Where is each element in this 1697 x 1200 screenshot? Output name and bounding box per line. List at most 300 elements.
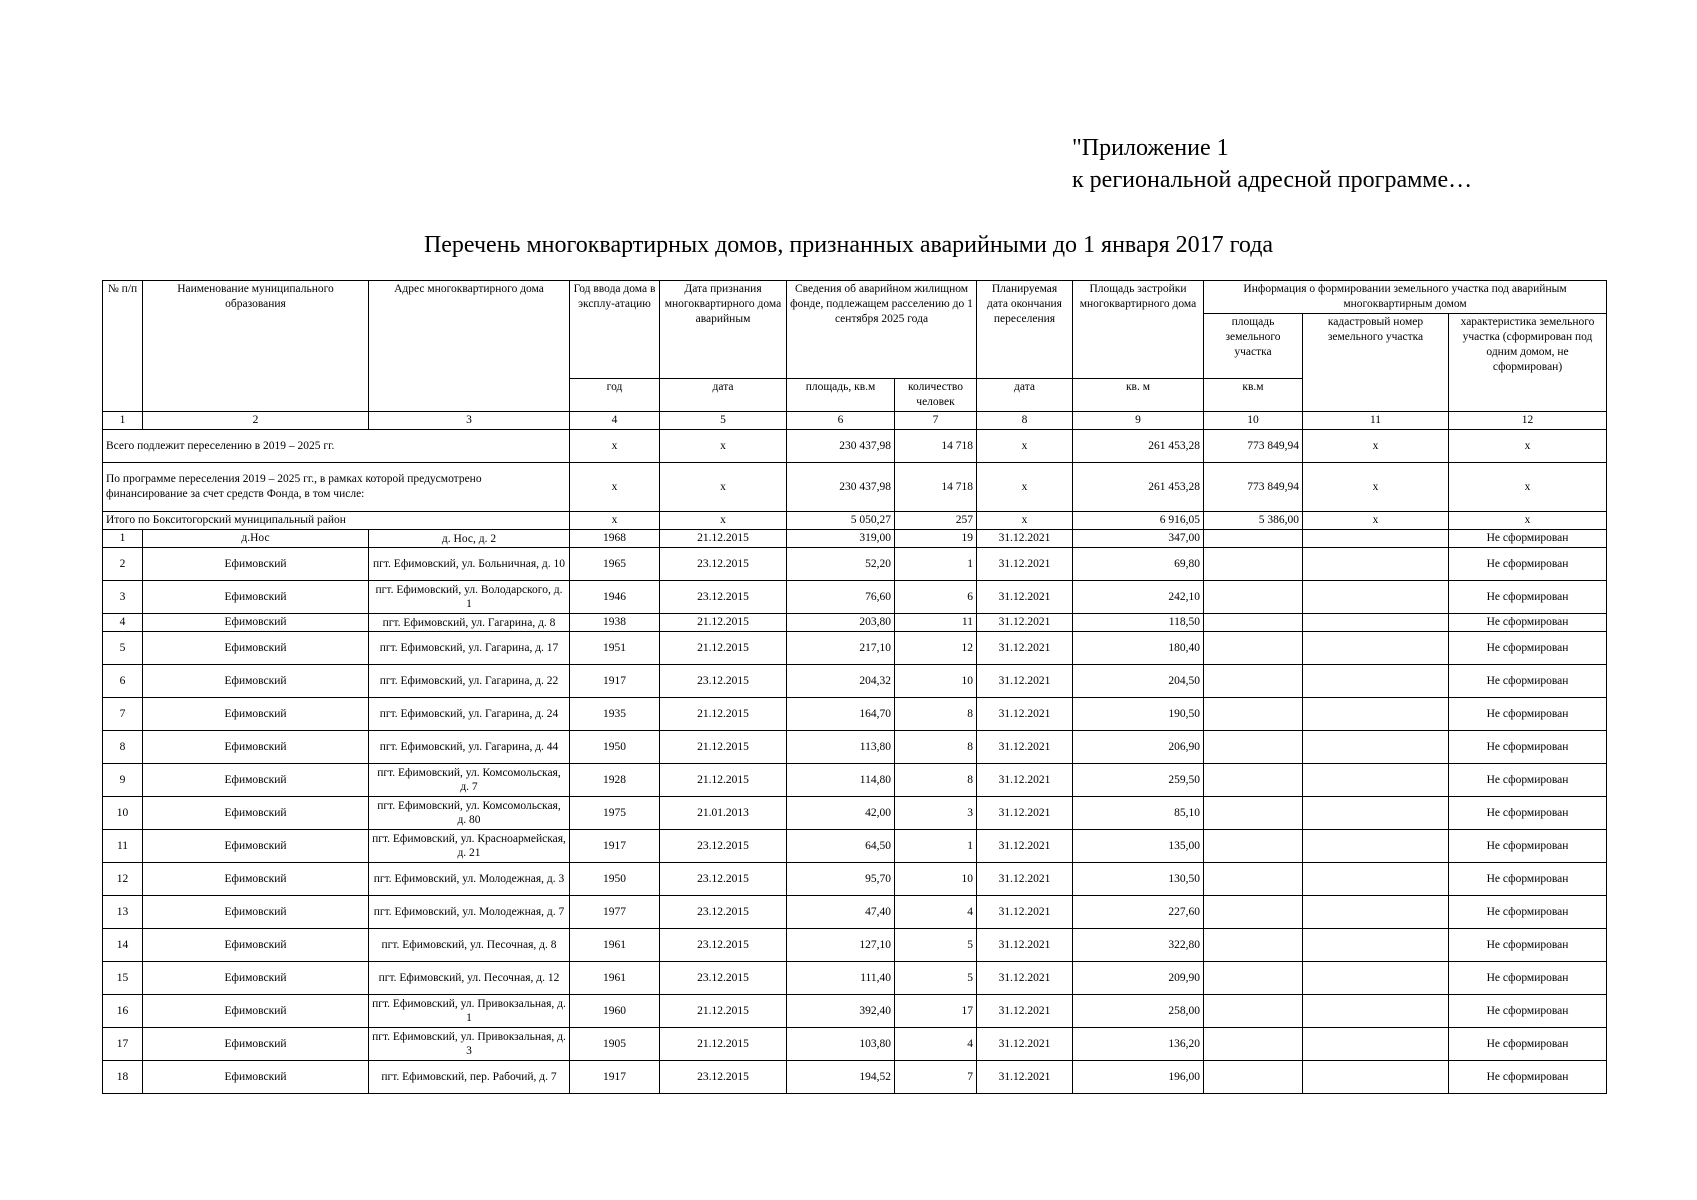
column-number-row	[103, 412, 1607, 430]
row-cadastral-number	[1303, 1061, 1449, 1094]
unit-people: количество человек	[895, 379, 977, 412]
row-people: 10	[895, 863, 977, 896]
summary-land: 5 386,00	[1204, 512, 1303, 530]
summary-land: 773 849,94	[1204, 430, 1303, 463]
row-building-area: 204,50	[1073, 665, 1204, 698]
col-header-year: Год ввода дома в эксплу-атацию	[570, 281, 660, 379]
row-address: пгт. Ефимовский, ул. Привокзальная, д. 1	[369, 995, 570, 1028]
row-address: пгт. Ефимовский, ул. Володарского, д. 1	[369, 581, 570, 614]
row-cadastral-number	[1303, 530, 1449, 548]
table-row	[103, 1061, 1607, 1094]
row-people: 5	[895, 962, 977, 995]
table-row	[103, 614, 1607, 632]
row-land-area	[1204, 797, 1303, 830]
table-row	[103, 863, 1607, 896]
row-land-area	[1204, 581, 1303, 614]
row-year: 1950	[570, 863, 660, 896]
row-cadastral-number	[1303, 797, 1449, 830]
summary-plan: х	[977, 463, 1073, 512]
row-area: 64,50	[787, 830, 895, 863]
column-number: 12	[1449, 412, 1607, 430]
row-building-area: 227,60	[1073, 896, 1204, 929]
summary-plan: х	[977, 430, 1073, 463]
row-land-characteristic: Не сформирован	[1449, 995, 1607, 1028]
col-header-recognition-date: Дата признания многоквартирного дома аварийным	[660, 281, 787, 379]
appendix-line-1: "Приложение 1	[1072, 135, 1229, 161]
row-land-area	[1204, 698, 1303, 731]
row-municipality: Ефимовский	[143, 731, 369, 764]
summary-row-fund	[103, 463, 1607, 512]
row-land-area	[1204, 548, 1303, 581]
row-building-area: 259,50	[1073, 764, 1204, 797]
row-address: пгт. Ефимовский, ул. Молодежная, д. 7	[369, 896, 570, 929]
row-cadastral-number	[1303, 995, 1449, 1028]
row-municipality: Ефимовский	[143, 863, 369, 896]
row-municipality: Ефимовский	[143, 1061, 369, 1094]
row-land-area	[1204, 632, 1303, 665]
row-municipality: Ефимовский	[143, 929, 369, 962]
col-header-land-plot-info: Информация о формировании земельного участка под аварийным многоквартирным домом	[1204, 281, 1607, 314]
row-recognition-date: 23.12.2015	[660, 1061, 787, 1094]
table-row	[103, 548, 1607, 581]
column-number: 2	[143, 412, 369, 430]
row-number: 16	[103, 995, 143, 1028]
row-number: 1	[103, 530, 143, 548]
row-number: 9	[103, 764, 143, 797]
row-cadastral-number	[1303, 896, 1449, 929]
row-land-characteristic: Не сформирован	[1449, 764, 1607, 797]
row-year: 1917	[570, 665, 660, 698]
table-row	[103, 1028, 1607, 1061]
row-number: 7	[103, 698, 143, 731]
row-recognition-date: 21.12.2015	[660, 995, 787, 1028]
row-land-characteristic: Не сформирован	[1449, 896, 1607, 929]
row-area: 392,40	[787, 995, 895, 1028]
column-number: 10	[1204, 412, 1303, 430]
table-row	[103, 581, 1607, 614]
row-building-area: 196,00	[1073, 1061, 1204, 1094]
row-municipality: Ефимовский	[143, 962, 369, 995]
summary-char: х	[1449, 463, 1607, 512]
row-building-area: 136,20	[1073, 1028, 1204, 1061]
row-area: 47,40	[787, 896, 895, 929]
unit-land-area: кв.м	[1204, 379, 1303, 412]
row-municipality: Ефимовский	[143, 995, 369, 1028]
row-building-area: 242,10	[1073, 581, 1204, 614]
col-header-land-area: площадь земельного участка	[1204, 314, 1303, 379]
summary-year: х	[570, 512, 660, 530]
col-header-cadastral-number: кадастровый номер земельного участка	[1303, 314, 1449, 412]
row-area: 217,10	[787, 632, 895, 665]
summary-label: По программе переселения 2019 – 2025 гг., в рамках которой предусмотрено финансирование за счет средств Фонда, в том числе:	[103, 463, 570, 512]
row-land-area	[1204, 764, 1303, 797]
row-cadastral-number	[1303, 830, 1449, 863]
row-planned-date: 31.12.2021	[977, 581, 1073, 614]
table-row	[103, 698, 1607, 731]
row-recognition-date: 21.12.2015	[660, 530, 787, 548]
row-land-characteristic: Не сформирован	[1449, 614, 1607, 632]
row-address: пгт. Ефимовский, ул. Гагарина, д. 44	[369, 731, 570, 764]
row-planned-date: 31.12.2021	[977, 731, 1073, 764]
summary-label: Итого по Бокситогорский муниципальный район	[103, 512, 570, 530]
row-cadastral-number	[1303, 698, 1449, 731]
row-planned-date: 31.12.2021	[977, 962, 1073, 995]
row-area: 111,40	[787, 962, 895, 995]
column-number: 3	[369, 412, 570, 430]
row-address: пгт. Ефимовский, ул. Больничная, д. 10	[369, 548, 570, 581]
summary-year: х	[570, 463, 660, 512]
row-number: 13	[103, 896, 143, 929]
row-year: 1960	[570, 995, 660, 1028]
row-cadastral-number	[1303, 632, 1449, 665]
row-cadastral-number	[1303, 614, 1449, 632]
summary-people: 14 718	[895, 430, 977, 463]
column-number: 6	[787, 412, 895, 430]
summary-people: 257	[895, 512, 977, 530]
row-cadastral-number	[1303, 863, 1449, 896]
row-planned-date: 31.12.2021	[977, 764, 1073, 797]
summary-area: 230 437,98	[787, 463, 895, 512]
column-number: 11	[1303, 412, 1449, 430]
appendix-line-2: к региональной адресной программе…	[1072, 167, 1473, 193]
summary-build: 261 453,28	[1073, 430, 1204, 463]
table-row	[103, 530, 1607, 548]
row-recognition-date: 23.12.2015	[660, 581, 787, 614]
row-land-characteristic: Не сформирован	[1449, 548, 1607, 581]
row-address: пгт. Ефимовский, ул. Красноармейская, д. 21	[369, 830, 570, 863]
summary-land: 773 849,94	[1204, 463, 1303, 512]
row-municipality: Ефимовский	[143, 614, 369, 632]
row-people: 7	[895, 1061, 977, 1094]
row-area: 113,80	[787, 731, 895, 764]
row-land-area	[1204, 863, 1303, 896]
table-row	[103, 731, 1607, 764]
row-people: 1	[895, 830, 977, 863]
row-land-area	[1204, 995, 1303, 1028]
row-building-area: 130,50	[1073, 863, 1204, 896]
row-address: пгт. Ефимовский, ул. Привокзальная, д. 3	[369, 1028, 570, 1061]
house-rows	[103, 530, 1607, 1094]
row-cadastral-number	[1303, 665, 1449, 698]
column-number: 5	[660, 412, 787, 430]
row-cadastral-number	[1303, 581, 1449, 614]
row-year: 1950	[570, 731, 660, 764]
row-number: 18	[103, 1061, 143, 1094]
row-building-area: 85,10	[1073, 797, 1204, 830]
row-year: 1951	[570, 632, 660, 665]
row-land-characteristic: Не сформирован	[1449, 797, 1607, 830]
row-number: 10	[103, 797, 143, 830]
row-building-area: 258,00	[1073, 995, 1204, 1028]
row-address: пгт. Ефимовский, ул. Комсомольская, д. 7	[369, 764, 570, 797]
row-land-area	[1204, 929, 1303, 962]
row-planned-date: 31.12.2021	[977, 830, 1073, 863]
row-land-area	[1204, 731, 1303, 764]
row-year: 1961	[570, 962, 660, 995]
row-planned-date: 31.12.2021	[977, 1061, 1073, 1094]
row-area: 127,10	[787, 929, 895, 962]
row-planned-date: 31.12.2021	[977, 698, 1073, 731]
row-recognition-date: 23.12.2015	[660, 929, 787, 962]
row-year: 1928	[570, 764, 660, 797]
row-land-characteristic: Не сформирован	[1449, 929, 1607, 962]
row-municipality: Ефимовский	[143, 698, 369, 731]
summary-area: 5 050,27	[787, 512, 895, 530]
col-header-municipality: Наименование муниципального образования	[143, 281, 369, 412]
row-building-area: 347,00	[1073, 530, 1204, 548]
row-area: 95,70	[787, 863, 895, 896]
row-number: 14	[103, 929, 143, 962]
row-area: 76,60	[787, 581, 895, 614]
unit-year: год	[570, 379, 660, 412]
row-number: 6	[103, 665, 143, 698]
col-header-planned-date: Планируемая дата окончания переселения	[977, 281, 1073, 379]
row-recognition-date: 23.12.2015	[660, 548, 787, 581]
row-year: 1938	[570, 614, 660, 632]
col-header-emergency-fund: Сведения об аварийном жилищном фонде, подлежащем расселению до 1 сентября 2025 года	[787, 281, 977, 379]
row-planned-date: 31.12.2021	[977, 797, 1073, 830]
housing-register-table	[102, 280, 1607, 1094]
table-row	[103, 797, 1607, 830]
column-number: 8	[977, 412, 1073, 430]
row-recognition-date: 21.12.2015	[660, 1028, 787, 1061]
row-number: 2	[103, 548, 143, 581]
row-land-characteristic: Не сформирован	[1449, 830, 1607, 863]
row-land-characteristic: Не сформирован	[1449, 581, 1607, 614]
row-people: 5	[895, 929, 977, 962]
unit-date: дата	[660, 379, 787, 412]
row-planned-date: 31.12.2021	[977, 632, 1073, 665]
unit-planned-date: дата	[977, 379, 1073, 412]
row-municipality: Ефимовский	[143, 632, 369, 665]
row-municipality: Ефимовский	[143, 581, 369, 614]
row-number: 17	[103, 1028, 143, 1061]
row-address: пгт. Ефимовский, ул. Гагарина, д. 8	[369, 614, 570, 632]
table-body	[103, 430, 1607, 530]
table-row	[103, 632, 1607, 665]
summary-area: 230 437,98	[787, 430, 895, 463]
row-number: 4	[103, 614, 143, 632]
row-building-area: 135,00	[1073, 830, 1204, 863]
table-row	[103, 929, 1607, 962]
table-row	[103, 962, 1607, 995]
summary-people: 14 718	[895, 463, 977, 512]
row-municipality: Ефимовский	[143, 548, 369, 581]
row-land-characteristic: Не сформирован	[1449, 530, 1607, 548]
summary-cad: х	[1303, 512, 1449, 530]
row-land-characteristic: Не сформирован	[1449, 698, 1607, 731]
row-land-characteristic: Не сформирован	[1449, 731, 1607, 764]
summary-build: 6 916,05	[1073, 512, 1204, 530]
row-recognition-date: 23.12.2015	[660, 863, 787, 896]
summary-plan: х	[977, 512, 1073, 530]
table-row	[103, 764, 1607, 797]
row-planned-date: 31.12.2021	[977, 929, 1073, 962]
column-number: 1	[103, 412, 143, 430]
row-area: 203,80	[787, 614, 895, 632]
row-municipality: Ефимовский	[143, 764, 369, 797]
unit-area: площадь, кв.м	[787, 379, 895, 412]
row-year: 1917	[570, 830, 660, 863]
row-people: 8	[895, 698, 977, 731]
row-cadastral-number	[1303, 929, 1449, 962]
row-cadastral-number	[1303, 548, 1449, 581]
row-recognition-date: 23.12.2015	[660, 896, 787, 929]
row-area: 52,20	[787, 548, 895, 581]
summary-row-total	[103, 430, 1607, 463]
row-building-area: 118,50	[1073, 614, 1204, 632]
row-area: 194,52	[787, 1061, 895, 1094]
row-year: 1965	[570, 548, 660, 581]
row-people: 19	[895, 530, 977, 548]
row-number: 8	[103, 731, 143, 764]
row-planned-date: 31.12.2021	[977, 614, 1073, 632]
row-people: 10	[895, 665, 977, 698]
row-address: пгт. Ефимовский, ул. Гагарина, д. 22	[369, 665, 570, 698]
summary-label: Всего подлежит переселению в 2019 – 2025 гг.	[103, 430, 570, 463]
row-people: 8	[895, 731, 977, 764]
row-people: 4	[895, 896, 977, 929]
table-head	[103, 281, 1607, 430]
summary-char: х	[1449, 512, 1607, 530]
appendix-note	[1072, 132, 1472, 196]
summary-year: х	[570, 430, 660, 463]
row-recognition-date: 23.12.2015	[660, 830, 787, 863]
row-planned-date: 31.12.2021	[977, 665, 1073, 698]
col-header-building-area: Площадь застройки многоквартирного дома	[1073, 281, 1204, 379]
row-people: 3	[895, 797, 977, 830]
row-planned-date: 31.12.2021	[977, 530, 1073, 548]
row-building-area: 190,50	[1073, 698, 1204, 731]
summary-build: 261 453,28	[1073, 463, 1204, 512]
summary-cad: х	[1303, 463, 1449, 512]
row-year: 1961	[570, 929, 660, 962]
row-planned-date: 31.12.2021	[977, 548, 1073, 581]
row-land-characteristic: Не сформирован	[1449, 665, 1607, 698]
row-recognition-date: 21.01.2013	[660, 797, 787, 830]
row-year: 1975	[570, 797, 660, 830]
row-planned-date: 31.12.2021	[977, 863, 1073, 896]
row-municipality: Ефимовский	[143, 1028, 369, 1061]
column-number: 7	[895, 412, 977, 430]
row-building-area: 322,80	[1073, 929, 1204, 962]
table-row	[103, 665, 1607, 698]
row-area: 319,00	[787, 530, 895, 548]
row-year: 1905	[570, 1028, 660, 1061]
col-header-address: Адрес многоквартирного дома	[369, 281, 570, 412]
col-header-number: № п/п	[103, 281, 143, 412]
column-number: 9	[1073, 412, 1204, 430]
row-people: 17	[895, 995, 977, 1028]
row-number: 15	[103, 962, 143, 995]
row-recognition-date: 21.12.2015	[660, 731, 787, 764]
row-land-area	[1204, 1028, 1303, 1061]
row-land-characteristic: Не сформирован	[1449, 962, 1607, 995]
row-land-characteristic: Не сформирован	[1449, 632, 1607, 665]
row-number: 11	[103, 830, 143, 863]
row-municipality: Ефимовский	[143, 896, 369, 929]
row-people: 11	[895, 614, 977, 632]
row-number: 5	[103, 632, 143, 665]
row-number: 12	[103, 863, 143, 896]
row-recognition-date: 21.12.2015	[660, 614, 787, 632]
row-people: 8	[895, 764, 977, 797]
row-area: 204,32	[787, 665, 895, 698]
row-address: пгт. Ефимовский, ул. Комсомольская, д. 80	[369, 797, 570, 830]
row-municipality: Ефимовский	[143, 830, 369, 863]
summary-date: х	[660, 430, 787, 463]
row-land-area	[1204, 614, 1303, 632]
table-row	[103, 896, 1607, 929]
row-planned-date: 31.12.2021	[977, 1028, 1073, 1061]
row-planned-date: 31.12.2021	[977, 995, 1073, 1028]
row-building-area: 180,40	[1073, 632, 1204, 665]
row-recognition-date: 21.12.2015	[660, 698, 787, 731]
table-row	[103, 995, 1607, 1028]
row-people: 4	[895, 1028, 977, 1061]
row-number: 3	[103, 581, 143, 614]
row-municipality: Ефимовский	[143, 665, 369, 698]
row-area: 103,80	[787, 1028, 895, 1061]
row-building-area: 69,80	[1073, 548, 1204, 581]
row-land-area	[1204, 1061, 1303, 1094]
row-land-area	[1204, 896, 1303, 929]
row-cadastral-number	[1303, 764, 1449, 797]
row-land-characteristic: Не сформирован	[1449, 863, 1607, 896]
row-year: 1968	[570, 530, 660, 548]
row-people: 1	[895, 548, 977, 581]
row-land-area	[1204, 665, 1303, 698]
row-planned-date: 31.12.2021	[977, 896, 1073, 929]
row-year: 1946	[570, 581, 660, 614]
summary-row-district	[103, 512, 1607, 530]
row-address: пгт. Ефимовский, ул. Гагарина, д. 24	[369, 698, 570, 731]
row-address: пгт. Ефимовский, ул. Молодежная, д. 3	[369, 863, 570, 896]
row-building-area: 209,90	[1073, 962, 1204, 995]
row-people: 12	[895, 632, 977, 665]
unit-building-area: кв. м	[1073, 379, 1204, 412]
summary-date: х	[660, 463, 787, 512]
col-header-land-characteristic: характеристика земельного участка (сформирован под одним домом, не сформирован)	[1449, 314, 1607, 412]
row-land-characteristic: Не сформирован	[1449, 1028, 1607, 1061]
row-land-area	[1204, 962, 1303, 995]
row-building-area: 206,90	[1073, 731, 1204, 764]
row-recognition-date: 23.12.2015	[660, 665, 787, 698]
row-cadastral-number	[1303, 731, 1449, 764]
row-land-area	[1204, 830, 1303, 863]
summary-char: х	[1449, 430, 1607, 463]
row-cadastral-number	[1303, 962, 1449, 995]
row-municipality: Ефимовский	[143, 797, 369, 830]
row-area: 42,00	[787, 797, 895, 830]
row-municipality: д.Нос	[143, 530, 369, 548]
row-recognition-date: 21.12.2015	[660, 632, 787, 665]
row-address: пгт. Ефимовский, пер. Рабочий, д. 7	[369, 1061, 570, 1094]
row-address: пгт. Ефимовский, ул. Гагарина, д. 17	[369, 632, 570, 665]
row-people: 6	[895, 581, 977, 614]
row-land-area	[1204, 530, 1303, 548]
row-year: 1977	[570, 896, 660, 929]
column-number: 4	[570, 412, 660, 430]
row-cadastral-number	[1303, 1028, 1449, 1061]
row-recognition-date: 21.12.2015	[660, 764, 787, 797]
row-address: пгт. Ефимовский, ул. Песочная, д. 8	[369, 929, 570, 962]
summary-date: х	[660, 512, 787, 530]
row-recognition-date: 23.12.2015	[660, 962, 787, 995]
row-area: 114,80	[787, 764, 895, 797]
row-area: 164,70	[787, 698, 895, 731]
document-title: Перечень многоквартирных домов, признанных аварийными до 1 января 2017 года	[423, 232, 1274, 258]
